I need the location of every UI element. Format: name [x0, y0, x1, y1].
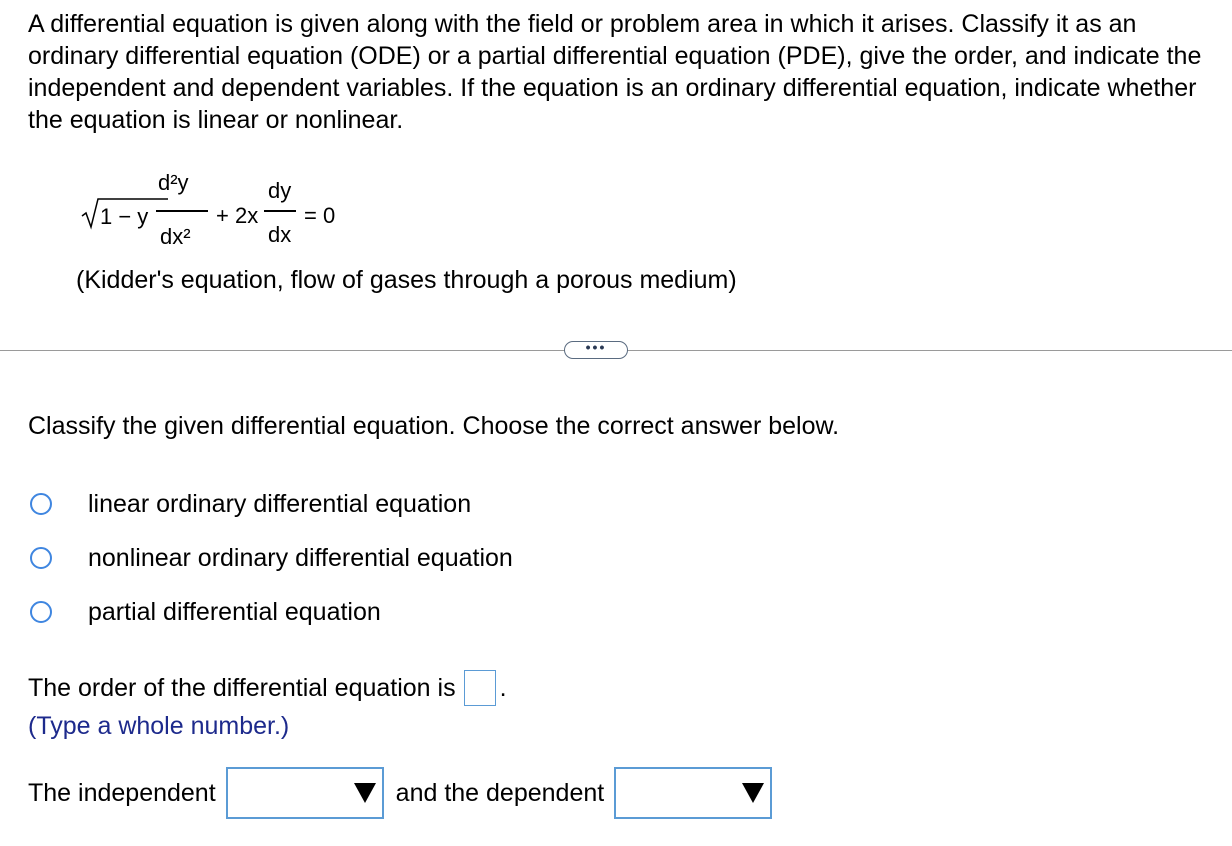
- equation-frac2-numerator: dy: [268, 178, 292, 203]
- option-pde[interactable]: [30, 594, 381, 630]
- dropdown-arrow-icon: [354, 783, 376, 803]
- equation-context: (Kidder's equation, flow of gases through a porous medium): [76, 266, 737, 294]
- order-prefix: The order of the differential equation is: [28, 673, 456, 702]
- equation-frac1-bar: [156, 210, 208, 212]
- radio-button[interactable]: [30, 601, 52, 623]
- part1-instruction: Classify the given differential equation. Choose the correct answer below.: [28, 412, 840, 440]
- order-question: [28, 668, 507, 708]
- independent-label: The independent: [28, 778, 216, 807]
- equation-frac1-denominator: dx²: [160, 224, 191, 249]
- equation-radicand: 1 − y: [100, 204, 149, 229]
- equation-frac2-denominator: dx: [268, 222, 292, 247]
- option-linear-ode[interactable]: [30, 486, 471, 522]
- option-label: linear ordinary differential equation: [88, 489, 472, 518]
- equation-rhs: = 0: [304, 203, 336, 228]
- order-hint: (Type a whole number.): [28, 712, 290, 740]
- dependent-label: and the dependent: [395, 778, 605, 807]
- order-answer-input[interactable]: [464, 670, 496, 706]
- dependent-variable-dropdown[interactable]: [614, 767, 772, 819]
- radio-button[interactable]: [30, 547, 52, 569]
- more-button[interactable]: •••: [564, 341, 628, 359]
- option-nonlinear-ode[interactable]: [30, 540, 513, 576]
- radio-button[interactable]: [30, 493, 52, 515]
- question-text: A differential equation is given along with the field or problem area in which it arises. Classify it as an ordinary differential equation (ODE) or a partial differential equation (PDE), give the order, and indicate the independent and dependent variables. If the equation is an ordinary differential equation, indicate whether the equation is linear or nonlinear.: [28, 10, 1202, 134]
- order-suffix: .: [499, 673, 507, 702]
- variables-question: [28, 766, 772, 820]
- equation-middle-term: + 2x: [216, 203, 259, 228]
- option-label: partial differential equation: [88, 597, 381, 626]
- equation-frac2-bar: [264, 210, 296, 212]
- equation-frac1-numerator: d²y: [158, 170, 189, 195]
- dropdown-arrow-icon: [742, 783, 764, 803]
- equation: [80, 168, 380, 258]
- independent-variable-dropdown[interactable]: [226, 767, 384, 819]
- option-label: nonlinear ordinary differential equation: [88, 543, 513, 572]
